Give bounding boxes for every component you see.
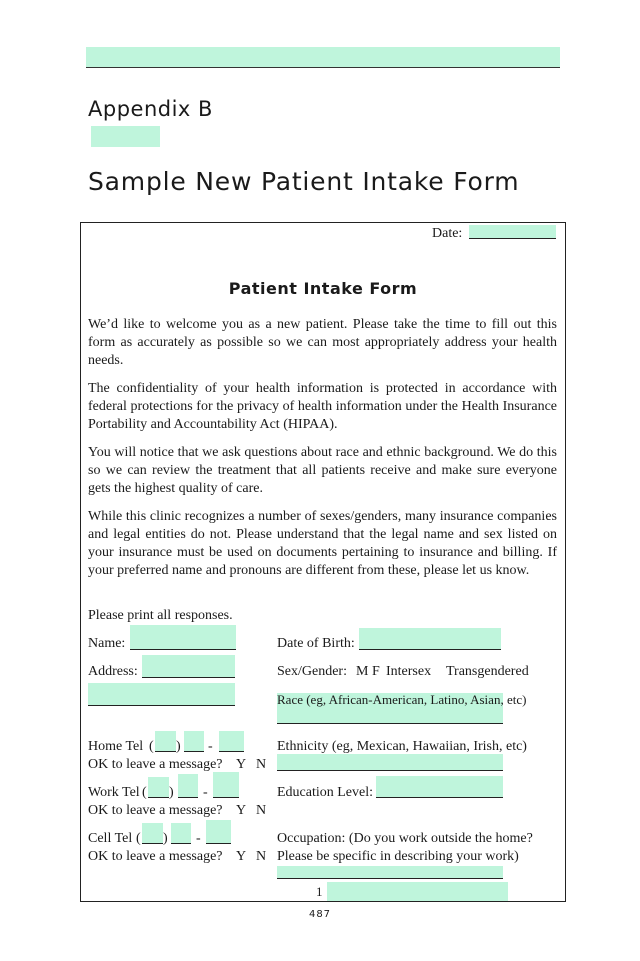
address-line2-underline: [88, 705, 235, 706]
work-tel-line-underline: [213, 797, 239, 798]
page-title: Sample New Patient Intake Form: [88, 167, 520, 196]
race-ethnicity-paragraph: You will notice that we ask questions about race and ethnic background. We do this so we can review the treatment that all patients receive and make sure everyone gets the highest quality of care.: [88, 445, 557, 496]
education-underline: [376, 797, 503, 798]
ethnicity-label: Ethnicity (eg, Mexican, Hawaiian, Irish, etc): [277, 739, 527, 754]
occupation-field[interactable]: [277, 866, 503, 878]
form-page-number: 1: [316, 884, 323, 899]
cell-tel-line-underline: [206, 843, 231, 844]
cell-tel-message-no[interactable]: N: [256, 849, 267, 864]
form-bottom-highlight: [327, 882, 508, 901]
race-label: Race (eg, African-American, Latino, Asian, etc): [277, 692, 527, 707]
work-tel-message-yes[interactable]: Y: [236, 803, 247, 818]
home-tel-label: Home Tel: [88, 739, 144, 754]
dob-field[interactable]: [359, 628, 501, 649]
home-tel-line-underline: [219, 751, 244, 752]
cell-tel-prefix-underline: [171, 843, 191, 844]
confidentiality-paragraph: The confidentiality of your health information is protected in accordance with federal protections for the privacy of health information under the Health Insurance Portability and Accountability Act (HIPAA).: [88, 381, 557, 432]
header-highlight: [86, 47, 560, 67]
home-tel-prefix-underline: [184, 751, 204, 752]
address-field[interactable]: [142, 655, 235, 677]
address-label: Address:: [88, 664, 138, 679]
work-tel-line-field[interactable]: [213, 772, 239, 797]
cell-tel-area-field[interactable]: [142, 823, 163, 843]
address-line2-field[interactable]: [88, 683, 235, 705]
work-tel-area-underline: [148, 797, 169, 798]
work-tel-area-field[interactable]: [148, 777, 169, 797]
ethnicity-underline: [277, 770, 503, 771]
name-underline: [130, 649, 236, 650]
work-tel-prefix-underline: [178, 797, 198, 798]
work-tel-open-paren: (: [142, 785, 147, 800]
home-tel-open-paren: (: [149, 739, 154, 754]
home-tel-area-field[interactable]: [155, 731, 176, 751]
sex-option-m[interactable]: M: [356, 664, 369, 679]
cell-tel-message-yes[interactable]: Y: [236, 849, 247, 864]
home-tel-message-yes[interactable]: Y: [236, 757, 247, 772]
home-tel-area-underline: [155, 751, 176, 752]
work-tel-close-paren: ): [169, 785, 174, 800]
cell-tel-label: Cell Tel: [88, 831, 133, 846]
header-rule: [86, 67, 560, 68]
home-tel-message-question: OK to leave a message?: [88, 757, 223, 772]
cell-tel-dash: -: [196, 831, 201, 846]
education-field[interactable]: [376, 776, 503, 797]
work-tel-label: Work Tel: [88, 785, 140, 800]
page-number: 487: [308, 909, 332, 920]
cell-tel-open-paren: (: [136, 831, 141, 846]
home-tel-line-field[interactable]: [219, 731, 244, 751]
race-underline: [277, 723, 503, 724]
name-label: Name:: [88, 636, 126, 651]
home-tel-prefix-field[interactable]: [184, 731, 204, 751]
work-tel-message-question: OK to leave a message?: [88, 803, 223, 818]
occupation-instruction: Please be specific in describing your work): [277, 849, 519, 864]
occupation-label: Occupation: (Do you work outside the home?: [277, 831, 533, 846]
work-tel-message-no[interactable]: N: [256, 803, 267, 818]
cell-tel-line-field[interactable]: [206, 820, 231, 843]
home-tel-close-paren: ): [176, 739, 181, 754]
welcome-paragraph: We’d like to welcome you as a new patient. Please take the time to fill out this form as accurately as possible so we can most appropriately address your health needs.: [88, 317, 557, 368]
work-tel-prefix-field[interactable]: [178, 774, 198, 797]
education-label: Education Level:: [277, 785, 374, 800]
work-tel-dash: -: [203, 785, 208, 800]
sex-option-intersex[interactable]: Intersex: [386, 664, 432, 679]
sex-gender-label: Sex/Gender:: [277, 664, 347, 679]
appendix-label: Appendix B: [88, 97, 213, 121]
date-label: Date:: [432, 226, 463, 241]
name-field[interactable]: [130, 625, 236, 649]
home-tel-dash: -: [208, 739, 213, 754]
occupation-underline: [277, 878, 503, 879]
sex-option-transgendered[interactable]: Transgendered: [446, 664, 529, 679]
cell-tel-message-question: OK to leave a message?: [88, 849, 223, 864]
cell-tel-area-underline: [142, 843, 163, 844]
sex-option-f[interactable]: F: [372, 664, 380, 679]
gender-paragraph: While this clinic recognizes a number of sexes/genders, many insurance companies and legal entities do not. Please understand that the legal name and sex listed on your insurance must be used on documents pertaining to insurance and billing. If your preferred name and pronouns are different from these, please let us know.: [88, 509, 557, 578]
date-field[interactable]: [469, 225, 556, 239]
home-tel-message-no[interactable]: N: [256, 757, 267, 772]
form-heading: Patient Intake Form: [228, 279, 418, 298]
cell-tel-close-paren: ): [163, 831, 168, 846]
cell-tel-prefix-field[interactable]: [171, 823, 191, 843]
date-underline: [469, 238, 556, 239]
dob-underline: [359, 649, 501, 650]
dob-label: Date of Birth:: [277, 636, 355, 651]
appendix-highlight: [91, 126, 160, 147]
ethnicity-field[interactable]: [277, 754, 503, 770]
address-underline: [142, 677, 235, 678]
print-note: Please print all responses.: [88, 608, 233, 623]
